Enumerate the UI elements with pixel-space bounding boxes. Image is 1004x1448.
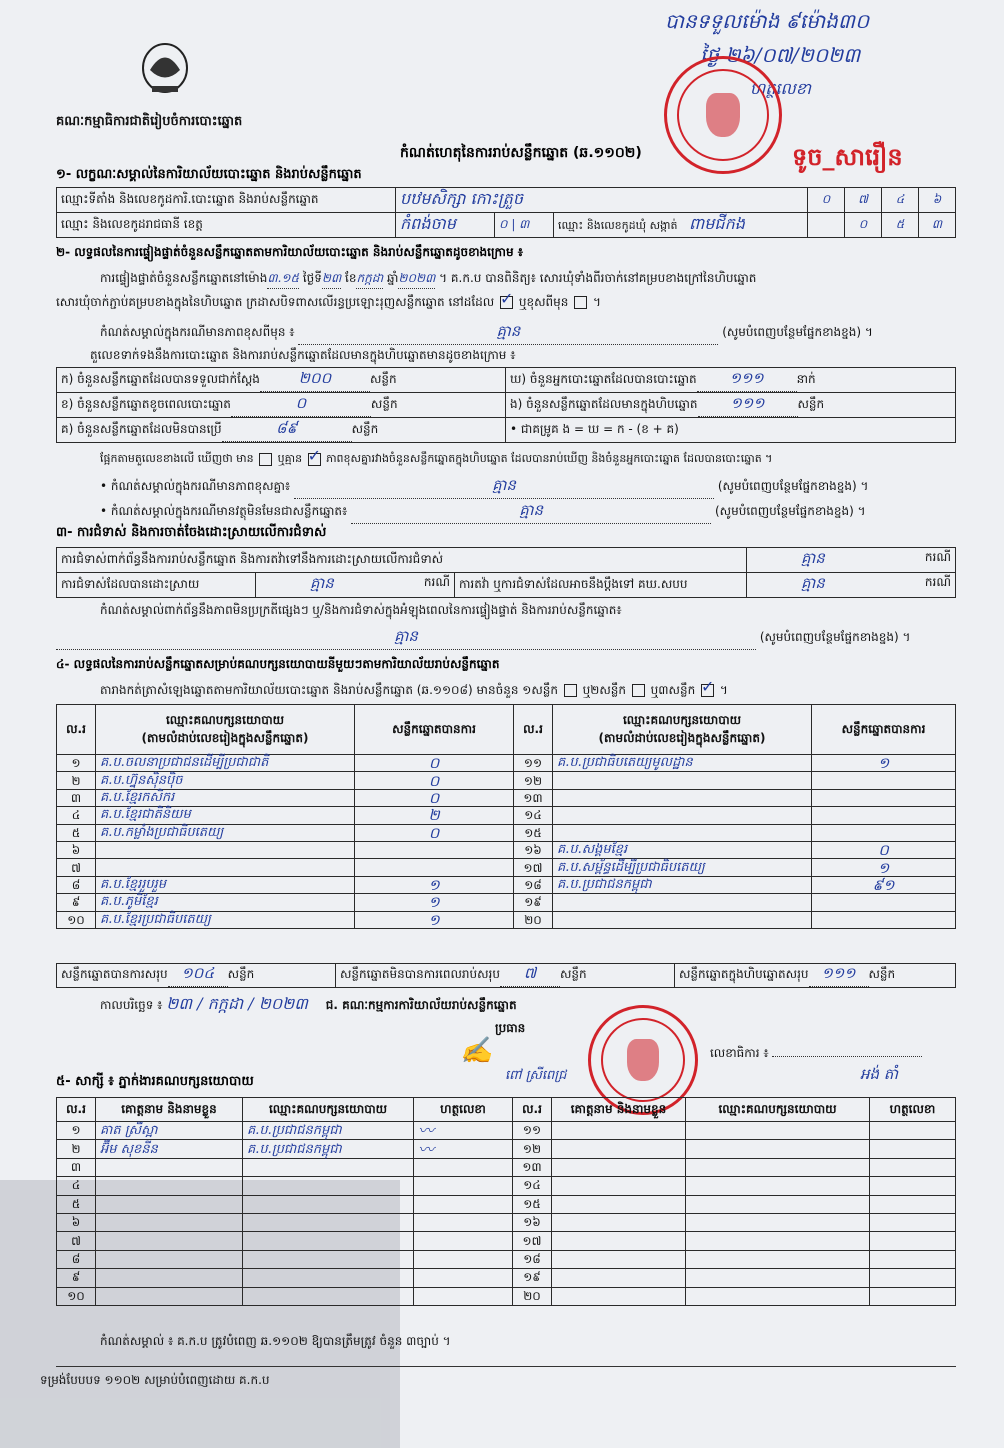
vote-count [812, 807, 956, 824]
party-name [553, 772, 812, 789]
witness-signature [414, 1269, 513, 1287]
vote-count: ០ [355, 772, 514, 789]
figures-intro: តួលេខទាក់ទងនឹងការបោះឆ្នោត និងការរាប់សន្លឹកឆ្នោតដែលមានក្នុងហិបឆ្នោតមានដូចខាងក្រោម ៖ [90, 348, 516, 362]
row-number: ២០ [514, 911, 553, 928]
witness-name [552, 1122, 686, 1140]
witness-name [96, 1250, 243, 1268]
table-row [57, 876, 956, 893]
row-number: ១១ [514, 755, 553, 772]
committee-name: គណៈកម្មាធិការជាតិរៀបចំការបោះឆ្នោត [56, 114, 243, 129]
row-number: ១ [57, 755, 96, 772]
witness-party [243, 1195, 414, 1213]
col-no-header: ល.រ [57, 1098, 96, 1122]
row-number: ១៩ [514, 894, 553, 911]
vote-count [812, 911, 956, 928]
party-name: គ.ប.ខ្មែរកសិករ [96, 789, 355, 806]
witness-name [96, 1177, 243, 1195]
col-votes-header: សន្លឹកឆ្នោតបានការ [355, 705, 514, 755]
witness-name [96, 1269, 243, 1287]
table-row [57, 841, 956, 858]
witness-signature [414, 1232, 513, 1250]
row-number: ១៣ [514, 789, 553, 806]
row-number: ៩ [57, 894, 96, 911]
witness-name [552, 1177, 686, 1195]
witness-name [96, 1158, 243, 1176]
table-row [57, 1177, 956, 1195]
signing-date: កាលបរិច្ឆេទ ៖ ២៣ / កក្កដា / ២០២៣ ជ. គណៈកម្មការការិយាល័យរាប់សន្លឹកឆ្នោត [100, 994, 517, 1013]
row-number: ៧ [57, 859, 96, 876]
witness-signature [870, 1250, 956, 1268]
witness-name [552, 1287, 686, 1305]
vote-count [812, 824, 956, 841]
witness-signature [870, 1177, 956, 1195]
box-ballots-row: ង) ចំនួនសន្លឹកឆ្នោតដែលមានក្នុងហិបឆ្នោត ១១១ សន្លឹក [506, 393, 956, 418]
location-code-digit: ៤ [882, 188, 919, 213]
vote-count: ៩១ [812, 876, 956, 893]
row-number: ២ [57, 772, 96, 789]
table-row [57, 1140, 956, 1158]
table-row [57, 1122, 956, 1140]
row-number: ១៨ [514, 876, 553, 893]
vote-count: ២ [355, 807, 514, 824]
row-number: ៣ [57, 1158, 96, 1176]
table-row [57, 755, 956, 772]
witness-party [686, 1287, 870, 1305]
table-row [57, 859, 956, 876]
footnote: កំណត់សម្គាល់ ៖ គ.ក.ប ត្រូវបំពេញ ឆ.១១០២ ឱ្យបានត្រឹមត្រូវ ចំនួន ៣ច្បាប់ ។ [100, 1334, 451, 1348]
two-sheet-checkbox[interactable] [632, 684, 645, 697]
party-name: គ.ប.ប្រជាធិបតេយ្យមូលដ្ឋាន [553, 755, 812, 772]
received-ballots-row: ក) ចំនួនសន្លឹកឆ្នោតដែលបានទទួលជាក់ស្តែង ២០០ សន្លឹក [57, 368, 506, 393]
form-title: កំណត់ហេតុនៃការរាប់សន្លឹកឆ្នោត (ឆ.១១០២) [400, 145, 642, 161]
row-number: ៩ [57, 1269, 96, 1287]
witness-signature [414, 1195, 513, 1213]
spoiled-ballots-row: ខ) ចំនួនសន្លឹកឆ្នោតខូចពេលបោះឆ្នោត ០ សន្លឹក [57, 393, 506, 418]
col-votes-header: សន្លឹកឆ្នោតបានការ [812, 705, 956, 755]
secretary-label: លេខាធិការ ៖ [710, 1045, 922, 1063]
witness-name: អ៊ឹម សុខនីន [96, 1140, 243, 1158]
party-name [553, 824, 812, 841]
table-row [57, 807, 956, 824]
vote-count: ១ [355, 894, 514, 911]
location-code-digit: ០ [808, 188, 845, 213]
row-number: ៧ [57, 1232, 96, 1250]
row-number: ១៥ [514, 824, 553, 841]
receiver-name: ទូច_សារឿន [792, 143, 903, 171]
witness-signature [870, 1287, 956, 1305]
row-number: ៤ [57, 1177, 96, 1195]
row-number: ១ [57, 1122, 96, 1140]
row-number: ១៧ [514, 859, 553, 876]
witness-party [243, 1269, 414, 1287]
unchanged-checkbox[interactable] [500, 296, 513, 309]
witness-signature [870, 1269, 956, 1287]
col-sign-header: ហត្ថលេខា [414, 1098, 513, 1122]
party-name: គ.ប.ខ្មែរជាតិនិយម [96, 807, 355, 824]
party-name [553, 894, 812, 911]
col-party-header: ឈ្មោះគណបក្សនយោបាយ [686, 1098, 870, 1122]
has-difference-checkbox[interactable] [259, 453, 272, 466]
party-name [553, 911, 812, 928]
col-party-header: ឈ្មោះគណបក្សនយោបាយ (តាមលំដាប់លេខរៀងក្នុងសន្លឹកឆ្នោត) [553, 705, 812, 755]
party-name: គ.ប.សម្ព័ន្ធដើម្បីប្រជាធិបតេយ្យ [553, 859, 812, 876]
commune-value: ពាមជីកង [689, 214, 745, 233]
row-number: ១០ [57, 1287, 96, 1305]
party-name: គ.ប.កម្លាំងប្រជាធិបតេយ្យ [96, 824, 355, 841]
vote-count [355, 841, 514, 858]
row-number: ៨ [57, 1250, 96, 1268]
witness-party [686, 1213, 870, 1231]
province-value: កំពង់ចាម [396, 213, 495, 238]
valid-total: សន្លឹកឆ្នោតបានការសរុប ១០៤ សន្លឹក [57, 964, 336, 988]
row-number: ១៩ [513, 1269, 552, 1287]
witness-party [686, 1177, 870, 1195]
party-results-table [56, 704, 956, 929]
appeal-count: គ្មាន ករណី [747, 573, 956, 598]
col-party-header: ឈ្មោះគណបក្សនយោបាយ [243, 1098, 414, 1122]
witness-signature [870, 1195, 956, 1213]
tally-sheet-line: តារាងកត់ត្រាសំឡេងឆ្នោតតាមការិយាល័យបោះឆ្នោត និងរាប់សន្លឹកឆ្នោត (ឆ.១១០៨) មានចំនួន ១សន្លឹក ឬ២សន្លឹក ឬ៣សន្លឹក ✓ ។ [100, 682, 728, 700]
row-number: ១១ [513, 1122, 552, 1140]
difference-line: ផ្អែកតាមតួលេខខាងលើ ឃើញថា មាន ឬគ្មាន ✓ ភាពខុសគ្នារវាងចំនួនសន្លឹកឆ្នោតក្នុងហិបឆ្នោត ដែលបានរាប់ឃើញ និងចំនួនអ្នកបោះឆ្នោត ដែលបានបោះឆ្នោត ។ [100, 452, 960, 468]
witness-signature [870, 1122, 956, 1140]
witness-signature [414, 1287, 513, 1305]
party-name: គ.ប.ខ្មែរប្រជាធិបតេយ្យ [96, 911, 355, 928]
col-no-header: ល.រ [57, 705, 96, 755]
witness-signature [870, 1213, 956, 1231]
row-number: ១០ [57, 911, 96, 928]
row-number: ១៥ [513, 1195, 552, 1213]
location-value: បឋមសិក្សា កោះត្រួច [396, 188, 808, 213]
witness-party [243, 1287, 414, 1305]
witness-signature [414, 1213, 513, 1231]
three-sheet-checkbox[interactable] [701, 684, 714, 697]
chair-name: ពៅ ស្រីពេជ្រ [505, 1068, 567, 1083]
witness-party [686, 1140, 870, 1158]
appeal-label: ការតវ៉ា ឬការជំទាស់ដែលអាចនឹងប្តឹងទៅ គឃ.សបប [455, 573, 747, 598]
commune-code-digit: ០ [845, 213, 882, 238]
witness-party: គ.ប.ប្រជាជនកម្ពុជា [243, 1140, 414, 1158]
party-name: គ.ប.សង្គមខ្មែរ [553, 841, 812, 858]
party-name: គ.ប.ប្រជាជនកម្ពុជា [553, 876, 812, 893]
changed-checkbox[interactable] [574, 296, 587, 309]
row-number: ១៦ [514, 841, 553, 858]
vote-count: ១ [355, 876, 514, 893]
vote-count: ០ [355, 824, 514, 841]
witness-name [96, 1213, 243, 1231]
row-number: ៣ [57, 789, 96, 806]
objection-count: គ្មាន ករណី [747, 548, 956, 573]
nec-logo-icon [140, 40, 190, 100]
witness-table [56, 1097, 956, 1306]
table-row [57, 1269, 956, 1287]
table-row [57, 1195, 956, 1213]
seal-line: សោរឃុំចាក់ភ្ជាប់គម្របខាងក្នុងនៃហិបឆ្នោត ក្រដាសបិទពាសលើរន្ធប្រឡោះរុញសន្លឹកឆ្នោត នៅដដែល ✓ ឬខុសពីមុន ។ [56, 294, 601, 312]
change-note-line: កំណត់សម្គាល់ក្នុងករណីមានភាពខុសពីមុន ៖ គ្មាន (សូមបំពេញបន្ថែមផ្នែកខាងខ្នង) ។ [100, 322, 960, 345]
witness-name: គាត ស្រីស្អា [96, 1122, 243, 1140]
witness-signature [414, 1250, 513, 1268]
witness-name [552, 1140, 686, 1158]
commune-code-digit: ៥ [882, 213, 919, 238]
row-number: ៥ [57, 1195, 96, 1213]
witness-name [552, 1232, 686, 1250]
resolved-label: ការជំទាស់ដែលបានដោះស្រាយ [57, 573, 256, 598]
row-number: ១៤ [513, 1177, 552, 1195]
location-code-digit: ៧ [845, 188, 882, 213]
objections-table [56, 547, 956, 598]
resolved-count: គ្មាន ករណី [256, 573, 455, 598]
section2-title: ២- លទ្ធផលនៃការផ្ទៀងផ្ទាត់ចំនួនសន្លឹកឆ្នោតតាមការិយាល័យបោះឆ្នោត និងរាប់សន្លឹកឆ្នោតដូចខាងក្រោម ៖ [56, 245, 524, 259]
witness-signature [414, 1158, 513, 1176]
witness-name [552, 1213, 686, 1231]
table-row [57, 824, 956, 841]
row-number: ៥ [57, 824, 96, 841]
vote-count [812, 789, 956, 806]
witness-party [686, 1122, 870, 1140]
box-total: សន្លឹកឆ្នោតក្នុងហិបឆ្នោតសរុប ១១១ សន្លឹក [675, 964, 956, 988]
table-row [57, 894, 956, 911]
witness-name [96, 1195, 243, 1213]
witness-signature [870, 1232, 956, 1250]
irregularity-note: គ្មាន (សូមបំពេញបន្ថែមផ្នែកខាងខ្នង) ។ [56, 627, 956, 650]
commune-code-digit: ៣ [919, 213, 956, 238]
row-number: ១៨ [513, 1250, 552, 1268]
table-row [57, 789, 956, 806]
no-difference-checkbox[interactable] [308, 453, 321, 466]
witness-party [243, 1213, 414, 1231]
witness-signature: 〰 [414, 1122, 513, 1140]
section4-title: ៤- លទ្ធផលនៃការរាប់សន្លឹកឆ្នោតសម្រាប់គណបក្សនយោបាយនីមួយៗតាមការិយាល័យរាប់សន្លឹកឆ្នោត [56, 657, 500, 671]
vote-count: ១ [812, 859, 956, 876]
chair-signature: ✍ [460, 1036, 493, 1066]
col-sign-header: ហត្ថលេខា [870, 1098, 956, 1122]
table-row [57, 1213, 956, 1231]
commune-label: ឈ្មោះ និងលេខកូដឃុំ សង្កាត់ ពាមជីកង [554, 213, 808, 238]
objection-label: ការជំទាស់ពាក់ព័ន្ធនឹងការរាប់សន្លឹកឆ្នោត និងការតវ៉ាទៅនឹងការដោះស្រាយលើការជំទាស់ [57, 548, 747, 573]
received-signature-label: ហត្ថលេខា [750, 79, 811, 98]
witness-signature [414, 1177, 513, 1195]
location-code-digit: ៦ [919, 188, 956, 213]
witness-name [552, 1158, 686, 1176]
vote-count: ០ [812, 841, 956, 858]
witness-party [686, 1232, 870, 1250]
witness-signature [870, 1140, 956, 1158]
figures-table [56, 367, 956, 443]
totals-table [56, 963, 956, 988]
party-name [96, 859, 355, 876]
row-number: ២ [57, 1140, 96, 1158]
section1-table [56, 187, 956, 238]
row-number: ៦ [57, 1213, 96, 1231]
invalid-total: សន្លឹកឆ្នោតមិនបានការពេលរាប់សរុប ៧ សន្លឹក [336, 964, 675, 988]
party-name [553, 789, 812, 806]
location-label: ឈ្មោះទីតាំង និងលេខកូដការិ.បោះឆ្នោត និងរាប់សន្លឹកឆ្នោត [57, 188, 396, 213]
row-number: ៦ [57, 841, 96, 858]
province-code: ០ | ៣ [495, 213, 554, 238]
witness-name [552, 1250, 686, 1268]
vote-count [812, 894, 956, 911]
party-name [553, 807, 812, 824]
witness-name [96, 1287, 243, 1305]
table-row [57, 1250, 956, 1268]
witness-party: គ.ប.ប្រជាជនកម្ពុជា [243, 1122, 414, 1140]
witness-name [552, 1269, 686, 1287]
irregularity-note-label: កំណត់សម្គាល់ពាក់ព័ន្ធនឹងភាពមិនប្រក្រតីផ្សេងៗ ឬ/និងការជំទាស់ក្នុងអំឡុងពេលនៃការផ្ទៀងផ្ទាត់ និងការរាប់សន្លឹកឆ្នោត៖ [100, 603, 622, 617]
row-number: ៤ [57, 807, 96, 824]
vote-count: ០ [355, 789, 514, 806]
witness-name [96, 1232, 243, 1250]
one-sheet-checkbox[interactable] [564, 684, 577, 697]
vote-count [355, 859, 514, 876]
section1-title: ១- លក្ខណៈសម្គាល់នៃការិយាល័យបោះឆ្នោត និងរាប់សន្លឹកឆ្នោត [56, 167, 362, 182]
province-label: ឈ្មោះ និងលេខកូដរាជធានី ខេត្ត [57, 213, 396, 238]
vote-count: ០ [355, 755, 514, 772]
footer-divider [56, 1366, 956, 1367]
row-number: ១២ [514, 772, 553, 789]
table-row [57, 1287, 956, 1305]
witness-name [552, 1195, 686, 1213]
row-number: ២០ [513, 1287, 552, 1305]
difference-note: • កំណត់សម្គាល់ក្នុងករណីមានភាពខុសគ្នា៖ គ្មាន (សូមបំពេញបន្ថែមផ្នែកខាងខ្នង) ។ [100, 476, 960, 499]
party-name: គ.ប.ចលនាប្រជាជនដើម្បីប្រជាជាតិ [96, 755, 355, 772]
witness-party [686, 1195, 870, 1213]
table-row [57, 911, 956, 928]
voters-row: ឃ) ចំនួនអ្នកបោះឆ្នោតដែលបានបោះឆ្នោត ១១១ នាក់ [506, 368, 956, 393]
formula-row: • ជាគម្រូគ ង = ឃ = ក - (ខ + គ) [506, 418, 956, 443]
vote-count: ១ [812, 755, 956, 772]
received-date: ថ្ងៃ ២៦/០៧/២០២៣ [700, 43, 861, 67]
witness-signature: 〰 [414, 1140, 513, 1158]
row-number: ១៦ [513, 1213, 552, 1231]
witness-party [686, 1158, 870, 1176]
row-number: ១៣ [513, 1158, 552, 1176]
col-name-header: គោត្តនាម និងនាមខ្លួន [96, 1098, 243, 1122]
col-no-header: ល.រ [513, 1098, 552, 1122]
witness-party [243, 1250, 414, 1268]
row-number: ៨ [57, 876, 96, 893]
chair-label: ប្រធាន [495, 1021, 526, 1035]
section3-title: ៣- ការជំទាស់ និងការចាត់ចែងដោះស្រាយលើការជំទាស់ [56, 525, 327, 540]
col-name-header: គោត្តនាម និងនាមខ្លួន [552, 1098, 686, 1122]
party-name: គ.ប.ហ្វ៊ុនស៊ិនប៉ិច [96, 772, 355, 789]
party-name: គ.ប.ខ្មែររួបរួម [96, 876, 355, 893]
section5-title: ៥- សាក្សី ៖ ភ្នាក់ងារគណបក្សនយោបាយ [56, 1074, 254, 1089]
witness-party [243, 1158, 414, 1176]
row-number: ១៤ [514, 807, 553, 824]
party-name: គ.ប.ភូមិខ្មែរ [96, 894, 355, 911]
verification-line: ការផ្ទៀងផ្ទាត់ចំនួនសន្លឹកឆ្នោតនៅម៉ោង៣.១៥ ថ្ងៃទី២៣ ខែកក្កដា ឆ្នាំ២០២៣ ។ គ.ក.ប បានពិនិត្យ៖ សោរឃុំទាំងពីរចាក់នៅគម្របខាងក្រៅនៃហិបឆ្នោត [100, 270, 756, 289]
table-row [57, 1158, 956, 1176]
official-stamp-top [664, 56, 782, 174]
received-time: បានទទួលម៉ោង ៩ម៉ោង៣០ [665, 9, 870, 33]
witness-party [243, 1232, 414, 1250]
col-party-header: ឈ្មោះគណបក្សនយោបាយ (តាមលំដាប់លេខរៀងក្នុងសន្លឹកឆ្នោត) [96, 705, 355, 755]
footer-text: ទម្រង់បែបបទ ១១០២ សម្រាប់បំពេញដោយ គ.ក.ប [40, 1373, 270, 1387]
witness-signature [870, 1158, 956, 1176]
witness-party [686, 1250, 870, 1268]
witness-party [243, 1177, 414, 1195]
row-number: ១២ [513, 1140, 552, 1158]
col-no-header: ល.រ [514, 705, 553, 755]
witness-party [686, 1269, 870, 1287]
table-row [57, 772, 956, 789]
vote-count: ១ [355, 911, 514, 928]
secretary-name: អង់ តាំ [860, 1065, 899, 1083]
foreign-object-note: • កំណត់សម្គាល់ក្នុងករណីមានវត្ថុមិនមែនជាសន្លឹកឆ្នោត៖ គ្មាន (សូមបំពេញបន្ថែមផ្នែកខាងខ្នង) ។ [100, 501, 960, 524]
table-row [57, 1232, 956, 1250]
party-name [96, 841, 355, 858]
row-number: ១៧ [513, 1232, 552, 1250]
unused-ballots-row: គ) ចំនួនសន្លឹកឆ្នោតដែលមិនបានប្រើ ៨៩ សន្លឹក [57, 418, 506, 443]
vote-count [812, 772, 956, 789]
